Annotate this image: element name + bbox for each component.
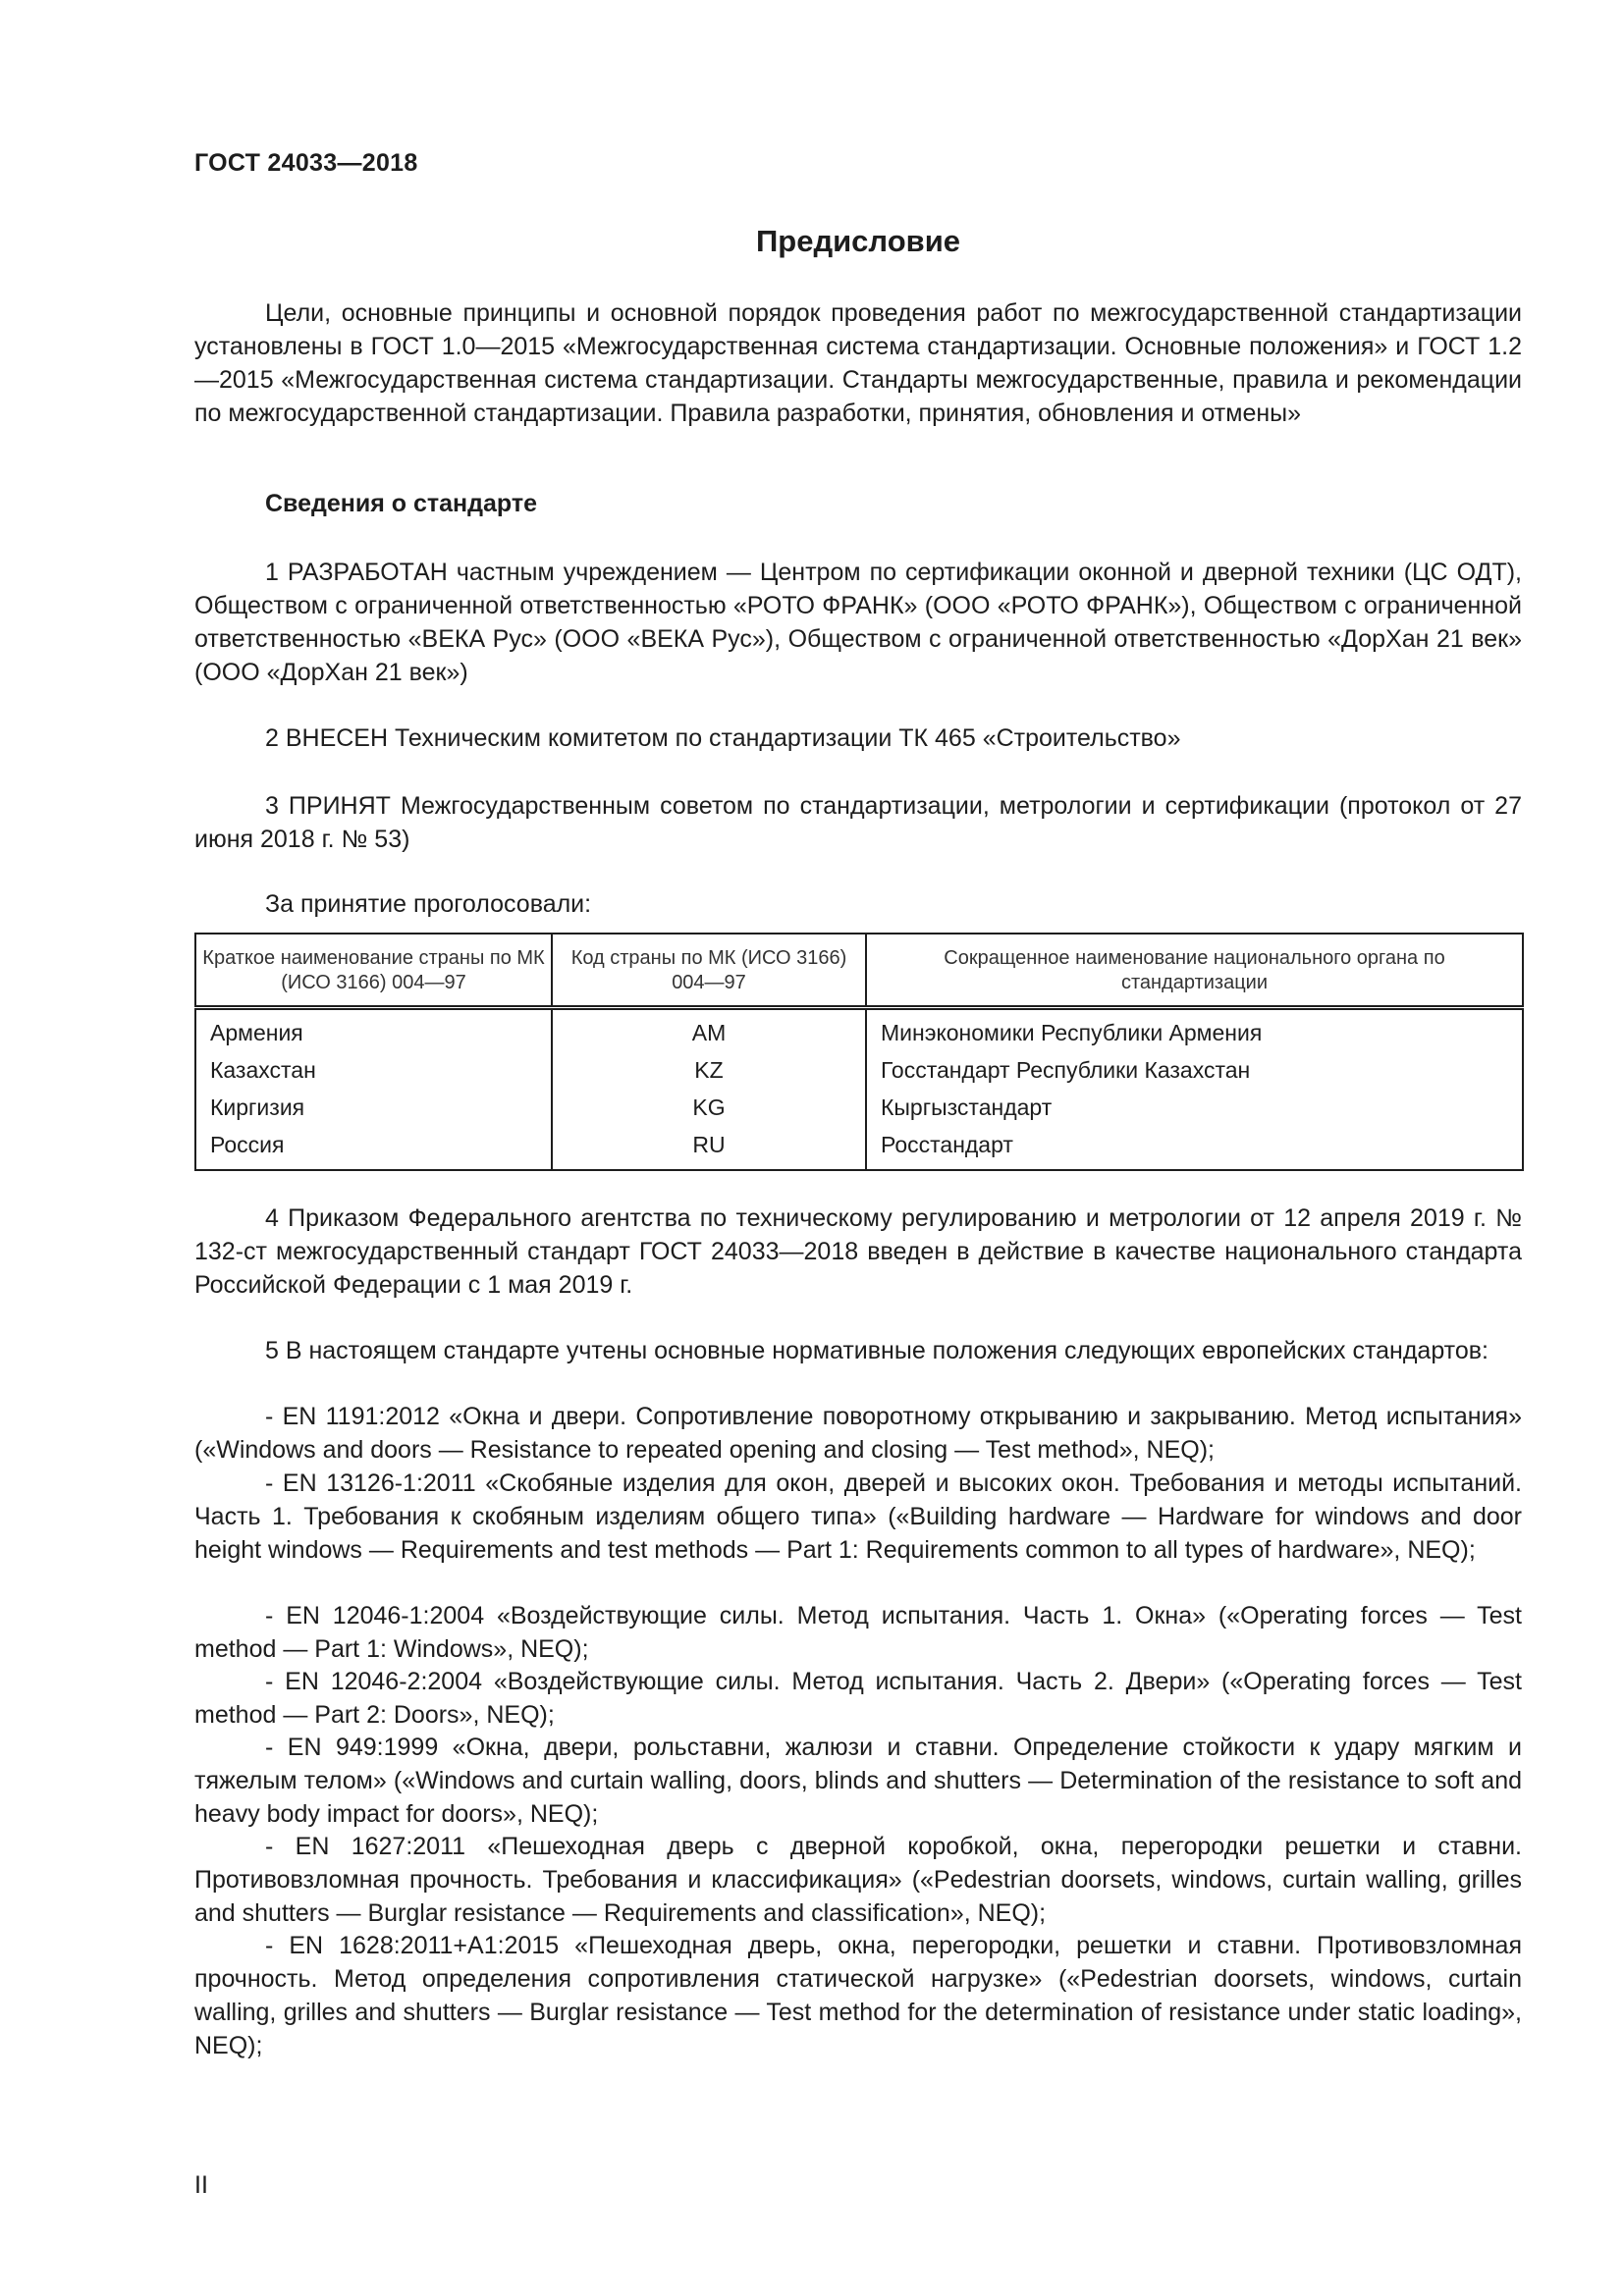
list-item-en-12046-2: - EN 12046-2:2004 «Воздействующие силы. Метод испытания. Часть 2. Двери» («Operating forces — Test method — Part 2: Doors», NEQ); [194, 1668, 1522, 1729]
table-cell-body: Госстандарт Республики Казахстан [866, 1051, 1523, 1089]
section-subheading: Сведения о стандарте [265, 490, 538, 517]
item-1-developed: 1 РАЗРАБОТАН частным учреждением — Центром по сертификации оконной и дверной техники (ЦС ОДТ), Обществом с ограниченной ответственностью «РОТО ФРАНК» (ООО «РОТО ФРАНК»), Обществом с ограниченной ответственностью «ВЕКА Рус» (ООО «ВЕКА Рус»), Обществом с ограниченной ответственностью «ДорХан 21 век» (ООО «ДорХан 21 век») [194, 559, 1522, 686]
page-number: II [194, 2171, 208, 2199]
list-item-en-1191: - EN 1191:2012 «Окна и двери. Сопротивление поворотному открыванию и закрыванию. Метод испытания» («Windows and doors — Resistance to repeated opening and closing — Test method», NEQ); [194, 1403, 1522, 1464]
table-cell-code: KG [552, 1089, 866, 1126]
item-3-adopted: 3 ПРИНЯТ Межгосударственным советом по стандартизации, метрологии и сертификации (протокол от 27 июня 2018 г. № 53) [194, 792, 1522, 853]
table-cell-body: Росстандарт [866, 1126, 1523, 1170]
table-cell-body: Кыргызстандарт [866, 1089, 1523, 1126]
table-cell-code: KZ [552, 1051, 866, 1089]
table-row [195, 1089, 1523, 1126]
item-2-submitted: 2 ВНЕСЕН Техническим комитетом по стандартизации ТК 465 «Строительство» [265, 724, 1181, 752]
list-item-en-1627: - EN 1627:2011 «Пешеходная дверь с дверной коробкой, окна, перегородки решетки и ставни. Противовзломная прочность. Требования и классификация» («Pedestrian doorsets, windows, curtain walling, grilles and shutters — Burglar resistance — Requirements and classification», NEQ); [194, 1833, 1522, 1927]
table-cell-country: Киргизия [195, 1089, 552, 1126]
page-title: Предисловие [755, 224, 960, 258]
table-row [195, 1126, 1523, 1170]
intro-paragraph: Цели, основные принципы и основной порядок проведения работ по межгосударственной стандартизации установлены в ГОСТ 1.0—2015 «Межгосударственная система стандартизации. Основные положения» и ГОСТ 1.2—2015 «Межгосударственная система стандартизации. Стандарты межгосударственные, правила и рекомендации по межгосударственной стандартизации. Правила разработки, принятия, обновления и отмены» [194, 299, 1522, 427]
table-cell-country: Армения [195, 1008, 552, 1052]
table-header-row [195, 934, 1523, 1008]
document-page [194, 0, 1522, 2296]
table-cell-country: Россия [195, 1126, 552, 1170]
table-header-country: Краткое наименование страны по МК (ИСО 3166) 004—97 [195, 934, 552, 1008]
list-item-en-13126-1: - EN 13126-1:2011 «Скобяные изделия для окон, дверей и высоких окон. Требования и методы испытаний. Часть 1. Требования к скобяным изделиям общего типа» («Building hardware — Hardware for windows and door height windows — Requirements and test methods — Part 1: Requirements common to all types of hardware», NEQ); [194, 1469, 1522, 1564]
voted-label: За принятие проголосовали: [265, 890, 592, 918]
item-4-order: 4 Приказом Федерального агентства по техническому регулированию и метрологии от 12 апреля 2019 г. № 132-ст межгосударственный стандарт ГОСТ 24033—2018 введен в действие в качестве национального стандарта Российской Федерации с 1 мая 2019 г. [194, 1204, 1522, 1299]
table-row [195, 1051, 1523, 1089]
table-cell-code: AM [552, 1008, 866, 1052]
table-cell-body: Минэкономики Республики Армения [866, 1008, 1523, 1052]
table-cell-code: RU [552, 1126, 866, 1170]
list-item-en-12046-1: - EN 12046-1:2004 «Воздействующие силы. Метод испытания. Часть 1. Окна» («Operating forces — Test method — Part 1: Windows», NEQ); [194, 1602, 1522, 1663]
table-header-body: Сокращенное наименование национального органа по стандартизации [866, 934, 1523, 1008]
table-header-code: Код страны по МК (ИСО 3166) 004—97 [552, 934, 866, 1008]
table-row [195, 1008, 1523, 1052]
document-header: ГОСТ 24033—2018 [194, 149, 418, 177]
table-cell-country: Казахстан [195, 1051, 552, 1089]
voting-table [194, 933, 1524, 1171]
list-item-en-949: - EN 949:1999 «Окна, двери, рольставни, жалюзи и ставни. Определение стойкости к удару мягким и тяжелым телом» («Windows and curtain walling, doors, blinds and shutters — Determination of the resistance to soft and heavy body impact for doors», NEQ); [194, 1734, 1522, 1828]
item-5-intro: 5 В настоящем стандарте учтены основные нормативные положения следующих европейских стандартов: [265, 1337, 1489, 1364]
list-item-en-1628: - EN 1628:2011+A1:2015 «Пешеходная дверь, окна, перегородки, решетки и ставни. Противовзломная прочность. Метод определения сопротивления статической нагрузке» («Pedestrian doorsets, windows, curtain walling, grilles and shutters — Burglar resistance — Test method for the determination of resistance under static loading», NEQ); [194, 1932, 1522, 2059]
